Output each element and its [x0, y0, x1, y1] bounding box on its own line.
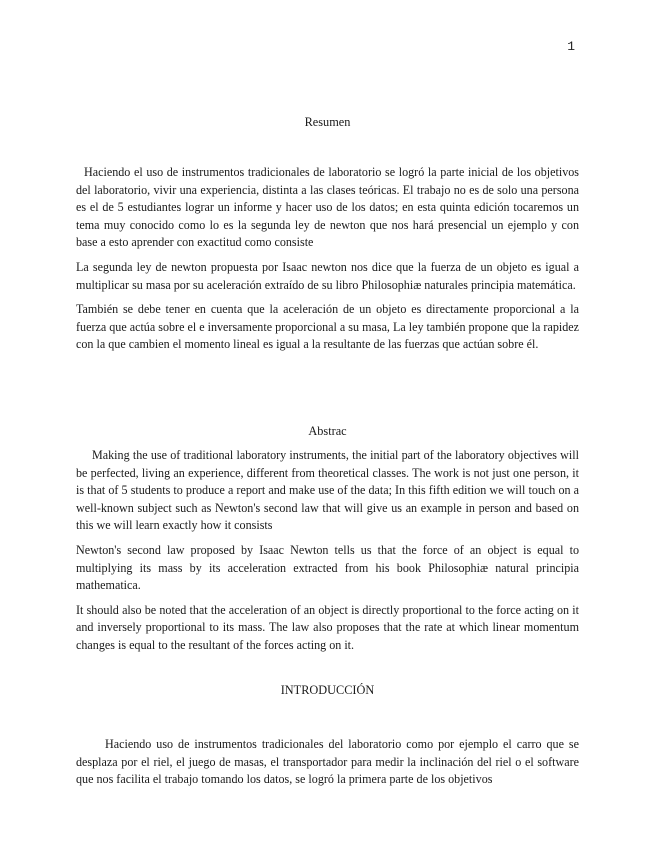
abstract-section	[76, 447, 579, 662]
introduccion-paragraph-1: Haciendo uso de instrumentos tradicionales del laboratorio como por ejemplo el carro que se desplaza por el riel, el juego de masas, el transportador para medir la inclinación del riel o el software que nos facilita el trabajo tomando los datos, se logró la primera parte de los objetivos	[76, 737, 579, 787]
resumen-heading: Resumen	[304, 115, 351, 129]
resumen-paragraph-1: Haciendo el uso de instrumentos tradicionales de laboratorio se logró la parte inicial de los objetivos del laboratorio, vivir una experiencia, distinta a las clases teóricas. El trabajo no es de solo una persona es el de 5 estudiantes lograr un informe y hacer uso de los datos; en esta quinta edición tocaremos un tema muy conocido como lo es la segunda ley de newton que nos hará presencial un ejemplo y con base a esto aprender con exactitud como consiste	[76, 165, 579, 250]
abstract-paragraph-3: It should also be noted that the acceleration of an object is directly proportional to the force acting on it and inversely proportional to its mass. The law also proposes that the rate at which linear momentum changes is equal to the resultant of the forces acting on it.	[76, 602, 579, 652]
page-number: 1	[567, 39, 575, 54]
introduccion-section	[76, 736, 579, 796]
resumen-paragraph-2: La segunda ley de newton propuesta por Isaac newton nos dice que la fuerza de un objeto es igual a multiplicar su masa por su aceleración extraído de su libro Philosophiæ naturales principia matemática.	[76, 259, 579, 292]
resumen-paragraph-3: También se debe tener en cuenta que la aceleración de un objeto es directamente proporcional a la fuerza que actúa sobre el e inversamente proporcional a su masa, La ley también propone que la rapidez con la que cambien el momento lineal es igual a la resultante de las fuerzas que actúan sobre él.	[76, 302, 580, 352]
introduccion-heading: INTRODUCCIÓN	[280, 683, 375, 697]
abstract-paragraph-2: Newton's second law proposed by Isaac Newton tells us that the force of an object is equal to multiplying its mass by its acceleration extracted from his book Philosophiæ natural principia mathematica.	[76, 542, 579, 593]
abstract-paragraph-1: Making the use of traditional laboratory instruments, the initial part of the laboratory objectives will be perfected, living an experience, different from theoretical classes. The work is not just one person, it is that of 5 students to produce a report and make use of the data; In this fifth edition we will touch on a well-known subject such as Newton's second law that will give us an example in person and based on this we will learn exactly how it consists	[76, 448, 579, 533]
resumen-section	[76, 164, 579, 361]
abstract-heading: Abstrac	[308, 424, 347, 438]
